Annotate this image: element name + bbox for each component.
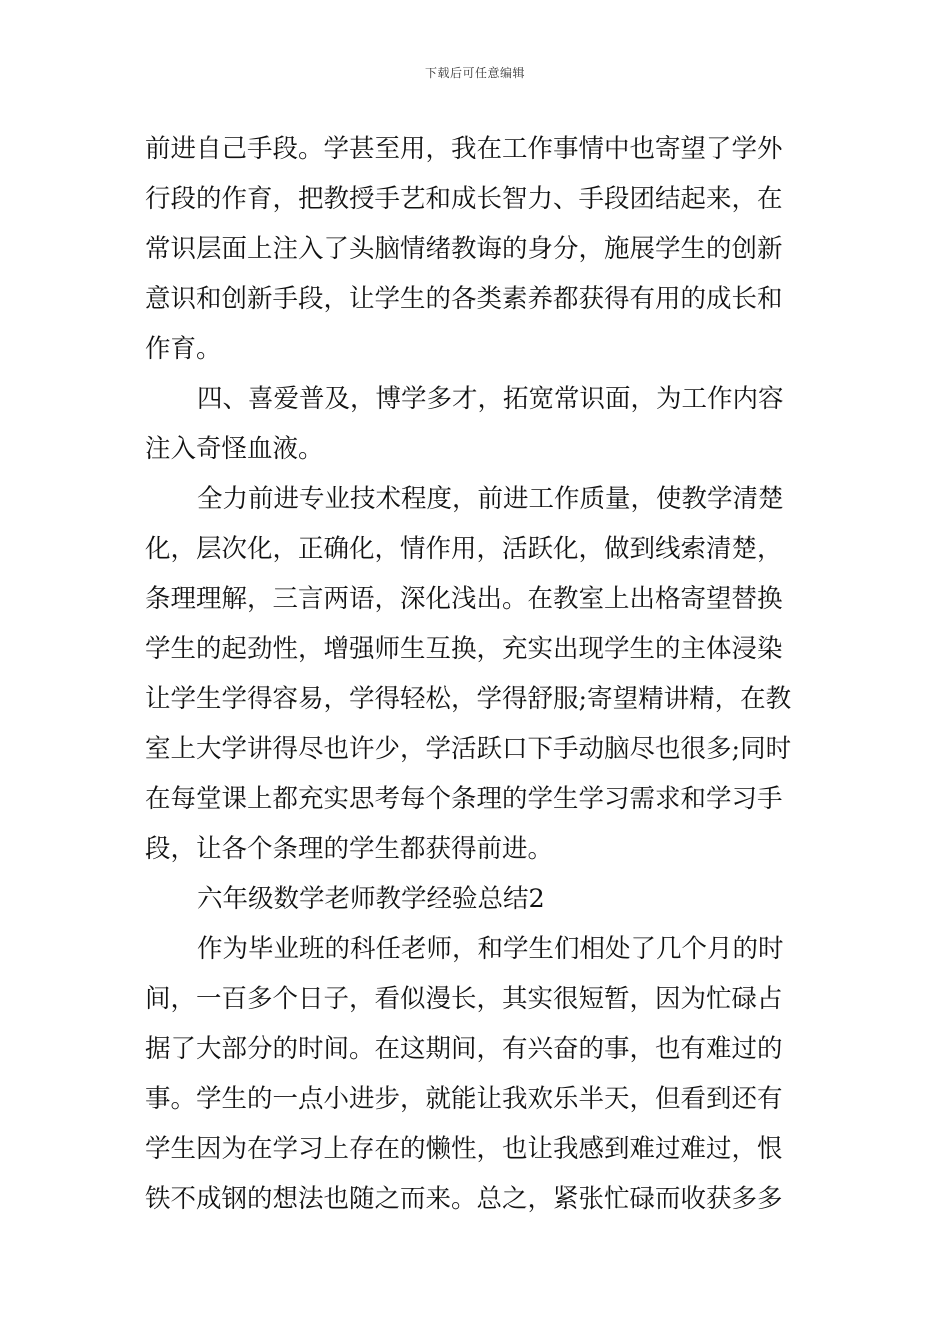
text-line: 铁不成钢的想法也随之而来。总之，紧张忙碌而收获多多	[145, 1184, 783, 1214]
text-line: 让学生学得容易，学得轻松，学得舒服;寄望精讲精，在教	[145, 684, 792, 714]
text-line: 学生的起劲性，增强师生互换，充实出现学生的主体浸染	[145, 634, 783, 664]
text-line: 全力前进专业技术程度，前进工作质量，使教学清楚	[197, 484, 784, 514]
text-line: 意识和创新手段，让学生的各类素养都获得有用的成长和	[145, 284, 783, 314]
text-line: 段，让各个条理的学生都获得前进。	[145, 834, 554, 864]
text-line: 间，一百多个日子，看似漫长，其实很短暂，因为忙碌占	[145, 984, 783, 1014]
page-header: 下载后可任意编辑	[424, 66, 525, 80]
text-line: 常识层面上注入了头脑情绪教诲的身分，施展学生的创新	[145, 234, 783, 264]
text-line: 条理理解，三言两语，深化浅出。在教室上出格寄望替换	[145, 584, 783, 614]
text-line: 作为毕业班的科任老师，和学生们相处了几个月的时	[197, 934, 784, 964]
document-body	[145, 124, 809, 1224]
text-line: 作育。	[145, 334, 222, 364]
text-line: 室上大学讲得尽也许少，学活跃口下手动脑尽也很多;同时	[145, 734, 792, 764]
text-line: 在每堂课上都充实思考每个条理的学生学习需求和学习手	[145, 784, 783, 814]
text-line: 四、喜爱普及，博学多才，拓宽常识面，为工作内容	[197, 384, 784, 414]
text-line: 据了大部分的时间。在这期间，有兴奋的事，也有难过的	[145, 1034, 783, 1064]
text-line: 前进自己手段。学甚至用，我在工作事情中也寄望了学外	[145, 134, 783, 164]
text-line: 行段的作育，把教授手艺和成长智力、手段团结起来，在	[145, 184, 783, 214]
text-line: 学生因为在学习上存在的懒性，也让我感到难过难过，恨	[145, 1134, 783, 1164]
text-line: 事。学生的一点小进步，就能让我欢乐半天，但看到还有	[145, 1084, 783, 1114]
text-line: 化，层次化，正确化，情作用，活跃化，做到线索清楚，	[145, 534, 783, 564]
text-line: 注入奇怪血液。	[145, 434, 324, 464]
text-line: 六年级数学老师教学经验总结2	[197, 884, 545, 914]
